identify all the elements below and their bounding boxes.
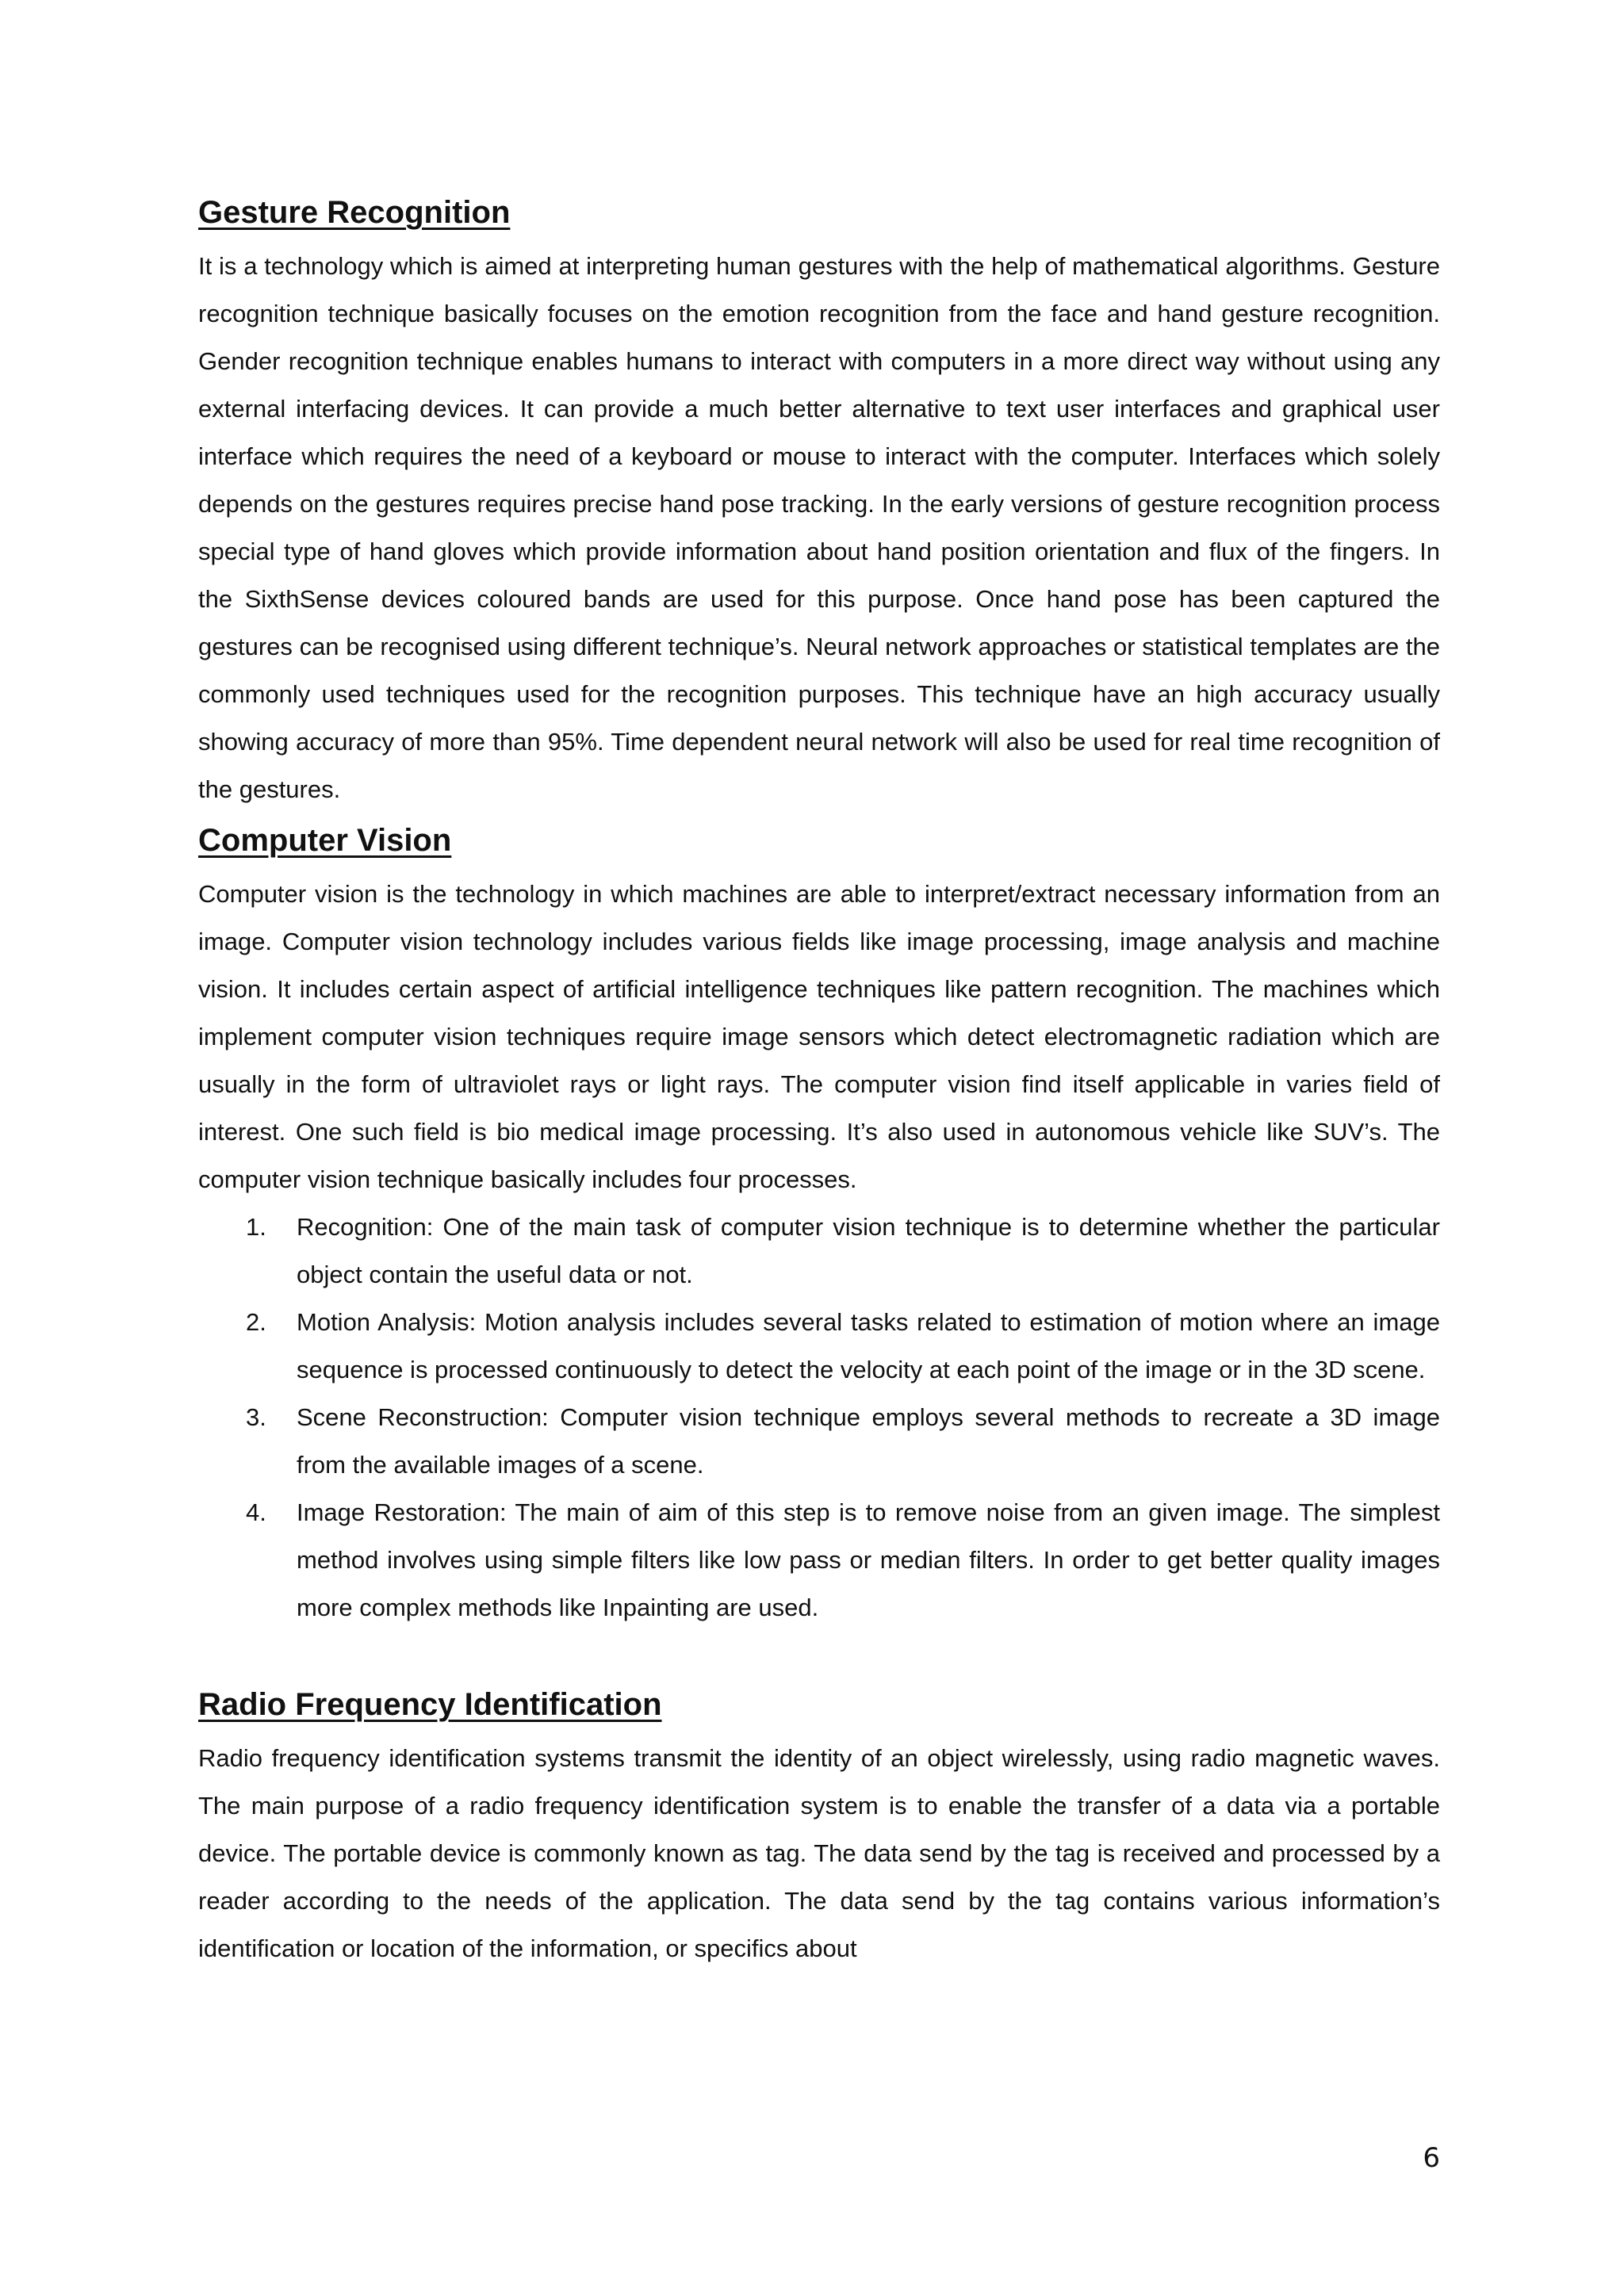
heading-computer-vision: Computer Vision (198, 823, 452, 858)
list-item-text: Motion Analysis: Motion analysis includes several tasks related to estimation of motion where an image sequence is processed continuously to detect the velocity at each point of the image or in the 3D scene. (297, 1308, 1440, 1383)
list-item-text: Scene Reconstruction: Computer vision technique employs several methods to recreate a 3D image from the available images of a scene. (297, 1403, 1440, 1479)
list-item (198, 1394, 1440, 1489)
computer-vision-process-list (198, 1203, 1440, 1632)
list-item-number: 4. (246, 1498, 266, 1526)
page-number: 6 (1423, 2142, 1440, 2174)
heading-rfid: Radio Frequency Identification (198, 1687, 662, 1722)
list-item (198, 1203, 1440, 1299)
list-item (198, 1489, 1440, 1632)
section-gesture-recognition (198, 190, 1440, 813)
section-computer-vision (198, 818, 1440, 1632)
document-page (198, 190, 1440, 1973)
paragraph-computer-vision: Computer vision is the technology in which machines are able to interpret/extract necessary information from an image. Computer vision technology includes various fields like image processing, image analysis and machine vision. It includes certain aspect of artificial intelligence techniques like pattern recognition. The machines which implement computer vision techniques require image sensors which detect electromagnetic radiation which are usually in the form of ultraviolet rays or light rays. The computer vision find itself applicable in varies field of interest. One such field is bio medical image processing. It’s also used in autonomous vehicle like SUV’s. The computer vision technique basically includes four processes. (198, 880, 1440, 1193)
list-item-number: 1. (246, 1213, 266, 1241)
list-item-text: Recognition: One of the main task of computer vision technique is to determine whether the particular object contain the useful data or not. (297, 1213, 1440, 1288)
section-rfid (198, 1682, 1440, 1973)
paragraph-rfid: Radio frequency identification systems transmit the identity of an object wirelessly, using radio magnetic waves. The main purpose of a radio frequency identification system is to enable the transfer of a data via a portable device. The portable device is commonly known as tag. The data send by the tag is received and processed by a reader according to the needs of the application. The data send by the tag contains various information’s identification or location of the information, or specifics about (198, 1744, 1440, 1962)
list-item (198, 1299, 1440, 1394)
paragraph-gesture-recognition: It is a technology which is aimed at interpreting human gestures with the help of mathematical algorithms. Gesture recognition technique basically focuses on the emotion recognition from the face and hand gesture recognition. Gender recognition technique enables humans to interact with computers in a more direct way without using any external interfacing devices. It can provide a much better alternative to text user interfaces and graphical user interface which requires the need of a keyboard or mouse to interact with the computer. Interfaces which solely depends on the gestures requires precise hand pose tracking. In the early versions of gesture recognition process special type of hand gloves which provide information about hand position orientation and flux of the fingers. In the SixthSense devices coloured bands are used for this purpose. Once hand pose has been captured the gestures can be recognised using different technique’s. Neural network approaches or statistical templates are the commonly used techniques used for the recognition purposes. This technique have an high accuracy usually showing accuracy of more than 95%. Time dependent neural network will also be used for real time recognition of the gestures. (198, 252, 1440, 803)
heading-gesture-recognition: Gesture Recognition (198, 195, 511, 230)
list-item-number: 2. (246, 1308, 266, 1336)
list-item-number: 3. (246, 1403, 266, 1431)
list-item-text: Image Restoration: The main of aim of this step is to remove noise from an given image. The simplest method involves using simple filters like low pass or median filters. In order to get better quality images more complex methods like Inpainting are used. (297, 1498, 1440, 1621)
